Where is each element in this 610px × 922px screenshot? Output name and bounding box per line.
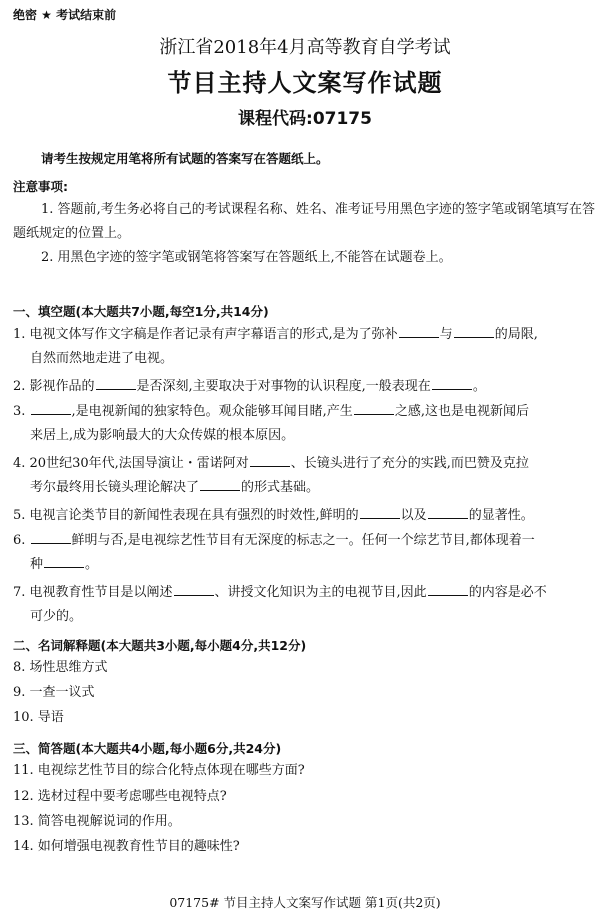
question-3 [13, 400, 597, 448]
question-text: 5. 电视言论类节目的新闻性表现在具有强烈的时效性,鲜明的 [13, 508, 359, 523]
question-text: 、讲授文化知识为主的电视节目,因此 [214, 585, 427, 600]
answer-blank [31, 402, 71, 415]
question-text: 是否深刻,主要取决于对事物的认识程度,一般表现在 [136, 379, 431, 394]
question-14: 14. 如何增强电视教育性节目的趣味性? [13, 839, 240, 854]
question-text: 3. [13, 404, 30, 419]
question-text: 来居上,成为影响最大的大众传媒的根本原因。 [30, 428, 295, 443]
answer-blank [31, 531, 71, 544]
answer-blank [250, 454, 290, 467]
question-6 [13, 529, 597, 577]
question-text: ,是电视新闻的独家特色。观众能够耳闻目睹,产生 [71, 404, 353, 419]
question-text: 4. 20世纪30年代,法国导演让・雷诺阿对 [13, 456, 249, 471]
question-text: 7. 电视教育性节目是以阐述 [13, 585, 173, 600]
question-13: 13. 简答电视解说词的作用。 [13, 814, 181, 829]
answer-blank [399, 325, 439, 338]
question-text: 的形式基础。 [241, 480, 320, 495]
question-text: 的显著性。 [468, 508, 534, 523]
question-12: 12. 选材过程中要考虑哪些电视特点? [13, 789, 227, 804]
answer-blank [360, 506, 400, 519]
question-text: 、长镜头进行了充分的实践,而巴赞及克拉 [290, 456, 529, 471]
question-10: 10. 导语 [13, 710, 64, 725]
confidential-mark: 绝密 ★ 考试结束前 [13, 8, 117, 22]
question-text: 。 [472, 379, 486, 394]
question-text: 考尔最终用长镜头理论解决了 [30, 480, 200, 495]
question-9: 9. 一查一议式 [13, 685, 95, 700]
question-text: 鲜明与否,是电视综艺性节目有无深度的标志之一。任何一个综艺节目,都体现着一 [71, 533, 535, 548]
answer-blank [432, 377, 472, 390]
page-footer: 07175# 节目主持人文案写作试题 第1页(共2页) [169, 895, 441, 910]
paper-title: 节目主持人文案写作试题 [167, 69, 443, 97]
question-text: 6. [13, 533, 30, 548]
question-text: 以及 [400, 508, 427, 523]
answer-blank [96, 377, 136, 390]
notice-item: 1. 答题前,考生务必将自己的考试课程名称、姓名、准考证号用黑色字迹的签字笔或钢笔填写在答题纸规定的位置上。 [13, 202, 595, 241]
question-4 [13, 452, 597, 500]
answer-blank [44, 555, 84, 568]
notice-item: 2. 用黑色字迹的签字笔或钢笔将答案写在答题纸上,不能答在试题卷上。 [41, 250, 452, 265]
question-text: 之感,这也是电视新闻后 [394, 404, 529, 419]
question-text: 1. 电视文体写作文字稿是作者记录有声字幕语言的形式,是为了弥补 [13, 327, 398, 342]
question-text: 。 [85, 557, 99, 572]
question-text: 的局限, [494, 327, 538, 342]
answer-instruction: 请考生按规定用笔将所有试题的答案写在答题纸上。 [41, 151, 329, 166]
question-text: 可少的。 [30, 609, 83, 624]
question-text: 与 [439, 327, 453, 342]
answer-blank [174, 583, 214, 596]
question-text: 自然而然地走进了电视。 [30, 351, 174, 366]
answer-blank [454, 325, 494, 338]
section-title-short-answer: 三、简答题(本大题共4小题,每小题6分,共24分) [13, 741, 282, 756]
question-2 [13, 375, 597, 399]
answer-blank [428, 506, 468, 519]
question-text: 种 [30, 557, 44, 572]
question-5 [13, 504, 597, 528]
notice-title: 注意事项: [13, 179, 68, 194]
question-1 [13, 323, 597, 371]
answer-blank [354, 402, 394, 415]
section-title-fill-in: 一、填空题(本大题共7小题,每空1分,共14分) [13, 304, 269, 319]
question-text: 2. 影视作品的 [13, 379, 95, 394]
answer-blank [428, 583, 468, 596]
course-code: 课程代码:07175 [238, 109, 372, 129]
exam-name: 浙江省2018年4月高等教育自学考试 [159, 37, 451, 58]
answer-blank [200, 478, 240, 491]
question-8: 8. 场性思维方式 [13, 660, 108, 675]
question-7 [13, 581, 597, 629]
question-11: 11. 电视综艺性节目的综合化特点体现在哪些方面? [13, 763, 305, 778]
section-title-definitions: 二、名词解释题(本大题共3小题,每小题4分,共12分) [13, 638, 307, 653]
question-text: 的内容是必不 [468, 585, 547, 600]
